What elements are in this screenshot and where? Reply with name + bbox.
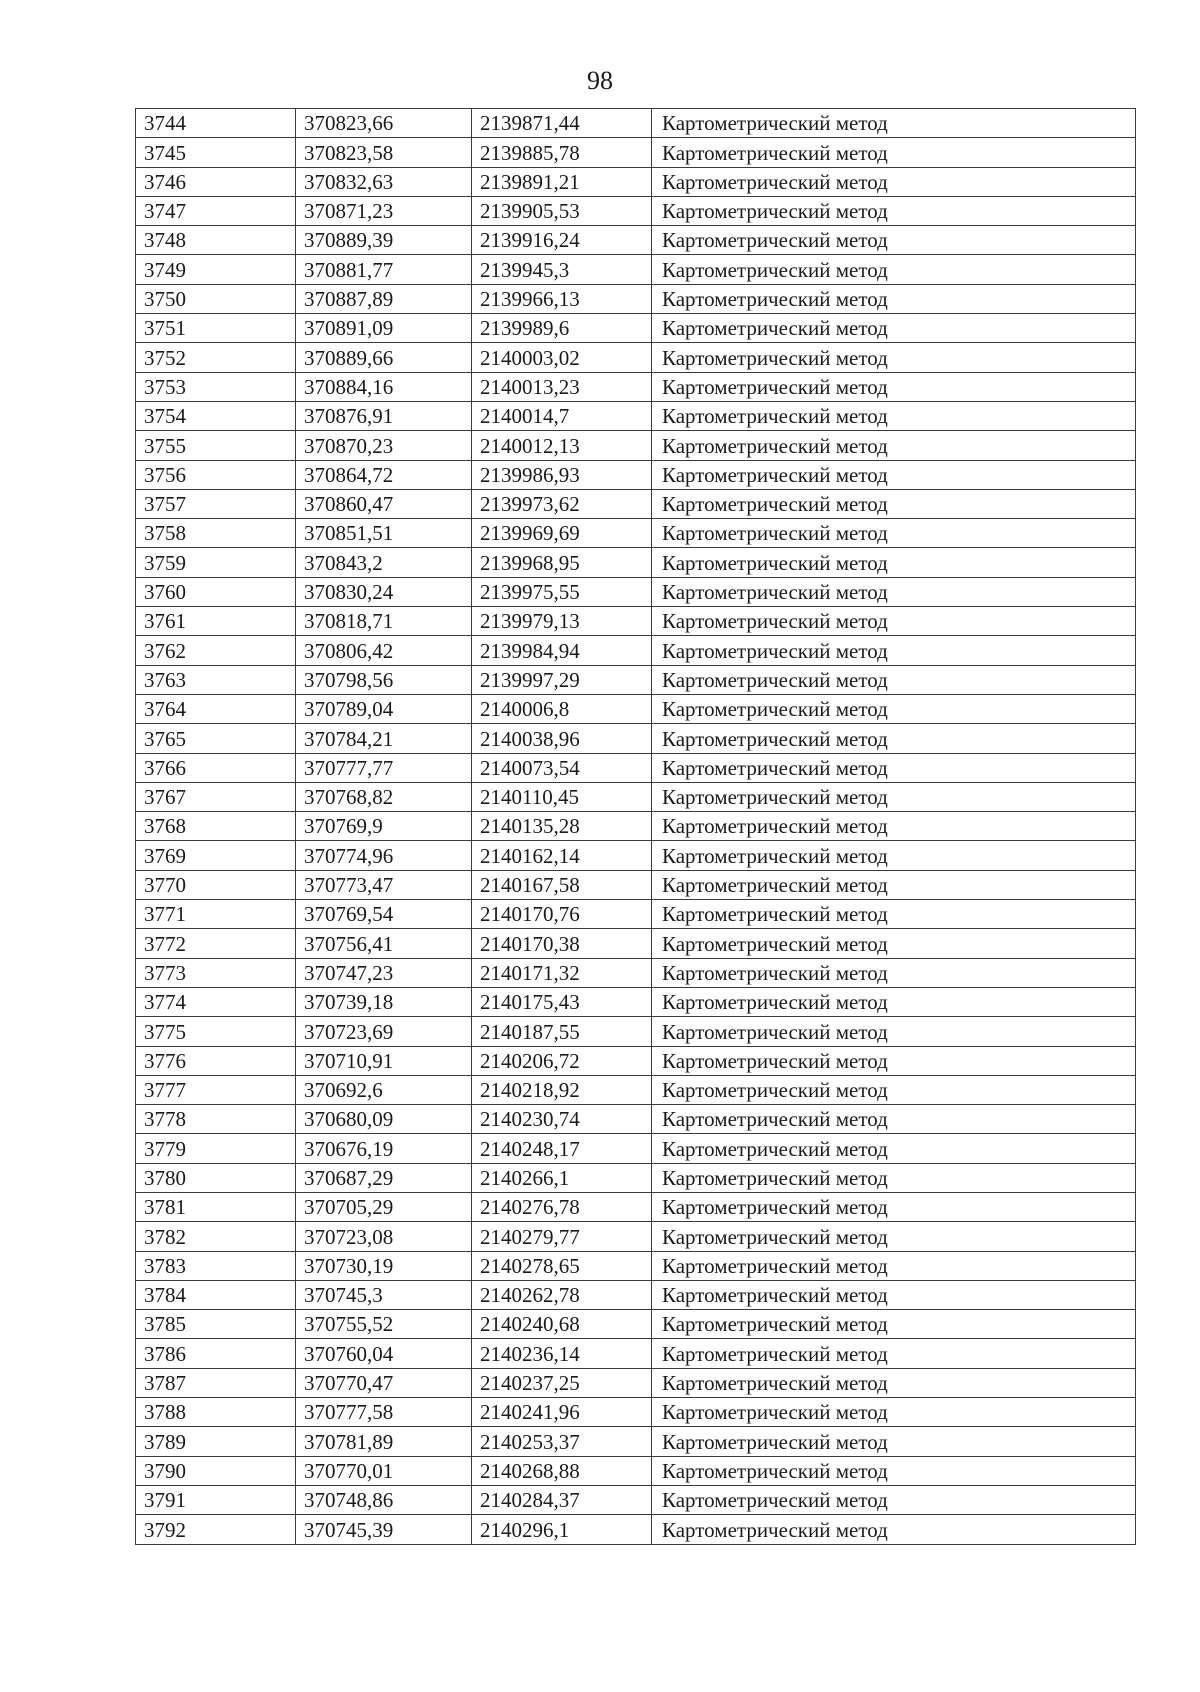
method-cell: Картометрический метод — [652, 665, 1136, 694]
table-row — [136, 1222, 1136, 1251]
table-row — [136, 1456, 1136, 1485]
y-coordinate-cell: 2140171,32 — [472, 958, 652, 987]
point-number-cell: 3764 — [136, 694, 296, 723]
method-cell: Картометрический метод — [652, 753, 1136, 782]
page-number: 98 — [587, 66, 613, 95]
method-cell: Картометрический метод — [652, 1368, 1136, 1397]
y-coordinate-cell: 2139891,21 — [472, 167, 652, 196]
y-coordinate-cell: 2140241,96 — [472, 1398, 652, 1427]
x-coordinate-cell: 370871,23 — [296, 196, 472, 225]
y-coordinate-cell: 2140110,45 — [472, 782, 652, 811]
x-coordinate-cell: 370789,04 — [296, 694, 472, 723]
table-row — [136, 724, 1136, 753]
y-coordinate-cell: 2140003,02 — [472, 343, 652, 372]
x-coordinate-cell: 370889,66 — [296, 343, 472, 372]
method-cell: Картометрический метод — [652, 314, 1136, 343]
point-number-cell: 3784 — [136, 1280, 296, 1309]
point-number-cell: 3789 — [136, 1427, 296, 1456]
point-number-cell: 3766 — [136, 753, 296, 782]
x-coordinate-cell: 370818,71 — [296, 607, 472, 636]
point-number-cell: 3757 — [136, 489, 296, 518]
method-cell: Картометрический метод — [652, 1515, 1136, 1544]
point-number-cell: 3792 — [136, 1515, 296, 1544]
y-coordinate-cell: 2140013,23 — [472, 372, 652, 401]
x-coordinate-cell: 370806,42 — [296, 636, 472, 665]
x-coordinate-cell: 370705,29 — [296, 1192, 472, 1221]
point-number-cell: 3771 — [136, 900, 296, 929]
y-coordinate-cell: 2139916,24 — [472, 226, 652, 255]
y-coordinate-cell: 2140218,92 — [472, 1075, 652, 1104]
method-cell: Картометрический метод — [652, 489, 1136, 518]
point-number-cell: 3750 — [136, 284, 296, 313]
x-coordinate-cell: 370798,56 — [296, 665, 472, 694]
point-number-cell: 3744 — [136, 109, 296, 138]
y-coordinate-cell: 2140276,78 — [472, 1192, 652, 1221]
table-row — [136, 1251, 1136, 1280]
table-row — [136, 343, 1136, 372]
x-coordinate-cell: 370777,58 — [296, 1398, 472, 1427]
point-number-cell: 3765 — [136, 724, 296, 753]
point-number-cell: 3778 — [136, 1105, 296, 1134]
y-coordinate-cell: 2140248,17 — [472, 1134, 652, 1163]
point-number-cell: 3751 — [136, 314, 296, 343]
point-number-cell: 3773 — [136, 958, 296, 987]
x-coordinate-cell: 370830,24 — [296, 577, 472, 606]
table-row — [136, 812, 1136, 841]
point-number-cell: 3763 — [136, 665, 296, 694]
point-number-cell: 3780 — [136, 1163, 296, 1192]
method-cell: Картометрический метод — [652, 196, 1136, 225]
point-number-cell: 3781 — [136, 1192, 296, 1221]
method-cell: Картометрический метод — [652, 401, 1136, 430]
table-row — [136, 753, 1136, 782]
table-row — [136, 1515, 1136, 1544]
x-coordinate-cell: 370887,89 — [296, 284, 472, 313]
x-coordinate-cell: 370680,09 — [296, 1105, 472, 1134]
method-cell: Картометрический метод — [652, 1046, 1136, 1075]
table-row — [136, 196, 1136, 225]
table-row — [136, 1192, 1136, 1221]
method-cell: Картометрический метод — [652, 870, 1136, 899]
x-coordinate-cell: 370876,91 — [296, 401, 472, 430]
point-number-cell: 3776 — [136, 1046, 296, 1075]
table-row — [136, 1017, 1136, 1046]
table-row — [136, 841, 1136, 870]
y-coordinate-cell: 2140266,1 — [472, 1163, 652, 1192]
y-coordinate-cell: 2140073,54 — [472, 753, 652, 782]
table-row — [136, 255, 1136, 284]
x-coordinate-cell: 370889,39 — [296, 226, 472, 255]
table-row — [136, 460, 1136, 489]
table-row — [136, 1427, 1136, 1456]
table-row — [136, 372, 1136, 401]
method-cell: Картометрический метод — [652, 1222, 1136, 1251]
table-row — [136, 1075, 1136, 1104]
y-coordinate-cell: 2140012,13 — [472, 431, 652, 460]
y-coordinate-cell: 2140167,58 — [472, 870, 652, 899]
coordinates-table — [135, 108, 1136, 1545]
point-number-cell: 3759 — [136, 548, 296, 577]
method-cell: Картометрический метод — [652, 226, 1136, 255]
x-coordinate-cell: 370770,01 — [296, 1456, 472, 1485]
x-coordinate-cell: 370769,9 — [296, 812, 472, 841]
table-row — [136, 109, 1136, 138]
method-cell: Картометрический метод — [652, 548, 1136, 577]
method-cell: Картометрический метод — [652, 167, 1136, 196]
x-coordinate-cell: 370770,47 — [296, 1368, 472, 1397]
x-coordinate-cell: 370745,3 — [296, 1280, 472, 1309]
point-number-cell: 3777 — [136, 1075, 296, 1104]
table-row — [136, 1310, 1136, 1339]
y-coordinate-cell: 2140014,7 — [472, 401, 652, 430]
y-coordinate-cell: 2140296,1 — [472, 1515, 652, 1544]
table-row — [136, 167, 1136, 196]
table-row — [136, 1105, 1136, 1134]
method-cell: Картометрический метод — [652, 1075, 1136, 1104]
y-coordinate-cell: 2140170,38 — [472, 929, 652, 958]
table-row — [136, 1280, 1136, 1309]
y-coordinate-cell: 2140284,37 — [472, 1485, 652, 1514]
x-coordinate-cell: 370768,82 — [296, 782, 472, 811]
table-row — [136, 1163, 1136, 1192]
method-cell: Картометрический метод — [652, 782, 1136, 811]
x-coordinate-cell: 370692,6 — [296, 1075, 472, 1104]
method-cell: Картометрический метод — [652, 460, 1136, 489]
point-number-cell: 3775 — [136, 1017, 296, 1046]
x-coordinate-cell: 370777,77 — [296, 753, 472, 782]
point-number-cell: 3770 — [136, 870, 296, 899]
x-coordinate-cell: 370864,72 — [296, 460, 472, 489]
table-row — [136, 958, 1136, 987]
point-number-cell: 3767 — [136, 782, 296, 811]
point-number-cell: 3774 — [136, 987, 296, 1016]
x-coordinate-cell: 370823,66 — [296, 109, 472, 138]
y-coordinate-cell: 2139975,55 — [472, 577, 652, 606]
table-row — [136, 987, 1136, 1016]
x-coordinate-cell: 370870,23 — [296, 431, 472, 460]
x-coordinate-cell: 370723,69 — [296, 1017, 472, 1046]
method-cell: Картометрический метод — [652, 1485, 1136, 1514]
y-coordinate-cell: 2140206,72 — [472, 1046, 652, 1075]
point-number-cell: 3745 — [136, 138, 296, 167]
point-number-cell: 3787 — [136, 1368, 296, 1397]
table-row — [136, 226, 1136, 255]
method-cell: Картометрический метод — [652, 431, 1136, 460]
x-coordinate-cell: 370774,96 — [296, 841, 472, 870]
method-cell: Картометрический метод — [652, 900, 1136, 929]
method-cell: Картометрический метод — [652, 343, 1136, 372]
method-cell: Картометрический метод — [652, 1134, 1136, 1163]
point-number-cell: 3779 — [136, 1134, 296, 1163]
method-cell: Картометрический метод — [652, 1280, 1136, 1309]
point-number-cell: 3747 — [136, 196, 296, 225]
point-number-cell: 3754 — [136, 401, 296, 430]
method-cell: Картометрический метод — [652, 1310, 1136, 1339]
x-coordinate-cell: 370884,16 — [296, 372, 472, 401]
point-number-cell: 3768 — [136, 812, 296, 841]
table-row — [136, 1368, 1136, 1397]
point-number-cell: 3783 — [136, 1251, 296, 1280]
y-coordinate-cell: 2140162,14 — [472, 841, 652, 870]
y-coordinate-cell: 2139966,13 — [472, 284, 652, 313]
method-cell: Картометрический метод — [652, 1192, 1136, 1221]
method-cell: Картометрический метод — [652, 929, 1136, 958]
x-coordinate-cell: 370851,51 — [296, 519, 472, 548]
table-row — [136, 665, 1136, 694]
y-coordinate-cell: 2140175,43 — [472, 987, 652, 1016]
point-number-cell: 3790 — [136, 1456, 296, 1485]
table-row — [136, 284, 1136, 313]
y-coordinate-cell: 2140237,25 — [472, 1368, 652, 1397]
point-number-cell: 3760 — [136, 577, 296, 606]
table-row — [136, 694, 1136, 723]
y-coordinate-cell: 2140253,37 — [472, 1427, 652, 1456]
y-coordinate-cell: 2139986,93 — [472, 460, 652, 489]
table-row — [136, 138, 1136, 167]
table-row — [136, 1398, 1136, 1427]
method-cell: Картометрический метод — [652, 519, 1136, 548]
method-cell: Картометрический метод — [652, 841, 1136, 870]
x-coordinate-cell: 370730,19 — [296, 1251, 472, 1280]
y-coordinate-cell: 2140135,28 — [472, 812, 652, 841]
y-coordinate-cell: 2140240,68 — [472, 1310, 652, 1339]
point-number-cell: 3785 — [136, 1310, 296, 1339]
method-cell: Картометрический метод — [652, 1398, 1136, 1427]
x-coordinate-cell: 370769,54 — [296, 900, 472, 929]
x-coordinate-cell: 370710,91 — [296, 1046, 472, 1075]
method-cell: Картометрический метод — [652, 109, 1136, 138]
x-coordinate-cell: 370881,77 — [296, 255, 472, 284]
y-coordinate-cell: 2140187,55 — [472, 1017, 652, 1046]
x-coordinate-cell: 370823,58 — [296, 138, 472, 167]
x-coordinate-cell: 370687,29 — [296, 1163, 472, 1192]
table-row — [136, 431, 1136, 460]
point-number-cell: 3755 — [136, 431, 296, 460]
method-cell: Картометрический метод — [652, 255, 1136, 284]
method-cell: Картометрический метод — [652, 284, 1136, 313]
y-coordinate-cell: 2140279,77 — [472, 1222, 652, 1251]
table-row — [136, 1046, 1136, 1075]
method-cell: Картометрический метод — [652, 372, 1136, 401]
y-coordinate-cell: 2139979,13 — [472, 607, 652, 636]
point-number-cell: 3761 — [136, 607, 296, 636]
x-coordinate-cell: 370747,23 — [296, 958, 472, 987]
x-coordinate-cell: 370760,04 — [296, 1339, 472, 1368]
table-row — [136, 900, 1136, 929]
method-cell: Картометрический метод — [652, 138, 1136, 167]
point-number-cell: 3786 — [136, 1339, 296, 1368]
method-cell: Картометрический метод — [652, 694, 1136, 723]
method-cell: Картометрический метод — [652, 1251, 1136, 1280]
method-cell: Картометрический метод — [652, 812, 1136, 841]
method-cell: Картометрический метод — [652, 958, 1136, 987]
point-number-cell: 3756 — [136, 460, 296, 489]
y-coordinate-cell: 2140230,74 — [472, 1105, 652, 1134]
x-coordinate-cell: 370739,18 — [296, 987, 472, 1016]
table-row — [136, 636, 1136, 665]
y-coordinate-cell: 2139997,29 — [472, 665, 652, 694]
x-coordinate-cell: 370860,47 — [296, 489, 472, 518]
method-cell: Картометрический метод — [652, 1456, 1136, 1485]
y-coordinate-cell: 2139871,44 — [472, 109, 652, 138]
table-row — [136, 870, 1136, 899]
x-coordinate-cell: 370745,39 — [296, 1515, 472, 1544]
point-number-cell: 3746 — [136, 167, 296, 196]
y-coordinate-cell: 2139945,3 — [472, 255, 652, 284]
x-coordinate-cell: 370832,63 — [296, 167, 472, 196]
y-coordinate-cell: 2139989,6 — [472, 314, 652, 343]
table-row — [136, 519, 1136, 548]
x-coordinate-cell: 370784,21 — [296, 724, 472, 753]
method-cell: Картометрический метод — [652, 1105, 1136, 1134]
y-coordinate-cell: 2140278,65 — [472, 1251, 652, 1280]
table-row — [136, 607, 1136, 636]
point-number-cell: 3748 — [136, 226, 296, 255]
method-cell: Картометрический метод — [652, 1017, 1136, 1046]
y-coordinate-cell: 2139969,69 — [472, 519, 652, 548]
method-cell: Картометрический метод — [652, 577, 1136, 606]
coordinates-table-body — [136, 109, 1136, 1545]
y-coordinate-cell: 2139984,94 — [472, 636, 652, 665]
table-row — [136, 782, 1136, 811]
table-row — [136, 1485, 1136, 1514]
method-cell: Картометрический метод — [652, 1427, 1136, 1456]
x-coordinate-cell: 370773,47 — [296, 870, 472, 899]
y-coordinate-cell: 2140236,14 — [472, 1339, 652, 1368]
y-coordinate-cell: 2140170,76 — [472, 900, 652, 929]
y-coordinate-cell: 2139885,78 — [472, 138, 652, 167]
table-row — [136, 401, 1136, 430]
point-number-cell: 3772 — [136, 929, 296, 958]
y-coordinate-cell: 2140262,78 — [472, 1280, 652, 1309]
point-number-cell: 3752 — [136, 343, 296, 372]
point-number-cell: 3788 — [136, 1398, 296, 1427]
y-coordinate-cell: 2139968,95 — [472, 548, 652, 577]
y-coordinate-cell: 2139973,62 — [472, 489, 652, 518]
y-coordinate-cell: 2140268,88 — [472, 1456, 652, 1485]
method-cell: Картометрический метод — [652, 607, 1136, 636]
table-row — [136, 314, 1136, 343]
x-coordinate-cell: 370891,09 — [296, 314, 472, 343]
x-coordinate-cell: 370723,08 — [296, 1222, 472, 1251]
method-cell: Картометрический метод — [652, 724, 1136, 753]
method-cell: Картометрический метод — [652, 987, 1136, 1016]
point-number-cell: 3782 — [136, 1222, 296, 1251]
x-coordinate-cell: 370676,19 — [296, 1134, 472, 1163]
table-row — [136, 1339, 1136, 1368]
x-coordinate-cell: 370755,52 — [296, 1310, 472, 1339]
method-cell: Картометрический метод — [652, 636, 1136, 665]
table-row — [136, 1134, 1136, 1163]
x-coordinate-cell: 370843,2 — [296, 548, 472, 577]
point-number-cell: 3753 — [136, 372, 296, 401]
y-coordinate-cell: 2140006,8 — [472, 694, 652, 723]
table-row — [136, 489, 1136, 518]
table-row — [136, 577, 1136, 606]
x-coordinate-cell: 370781,89 — [296, 1427, 472, 1456]
point-number-cell: 3749 — [136, 255, 296, 284]
point-number-cell: 3769 — [136, 841, 296, 870]
x-coordinate-cell: 370748,86 — [296, 1485, 472, 1514]
point-number-cell: 3791 — [136, 1485, 296, 1514]
method-cell: Картометрический метод — [652, 1163, 1136, 1192]
point-number-cell: 3758 — [136, 519, 296, 548]
method-cell: Картометрический метод — [652, 1339, 1136, 1368]
x-coordinate-cell: 370756,41 — [296, 929, 472, 958]
table-row — [136, 548, 1136, 577]
point-number-cell: 3762 — [136, 636, 296, 665]
y-coordinate-cell: 2139905,53 — [472, 196, 652, 225]
table-row — [136, 929, 1136, 958]
y-coordinate-cell: 2140038,96 — [472, 724, 652, 753]
